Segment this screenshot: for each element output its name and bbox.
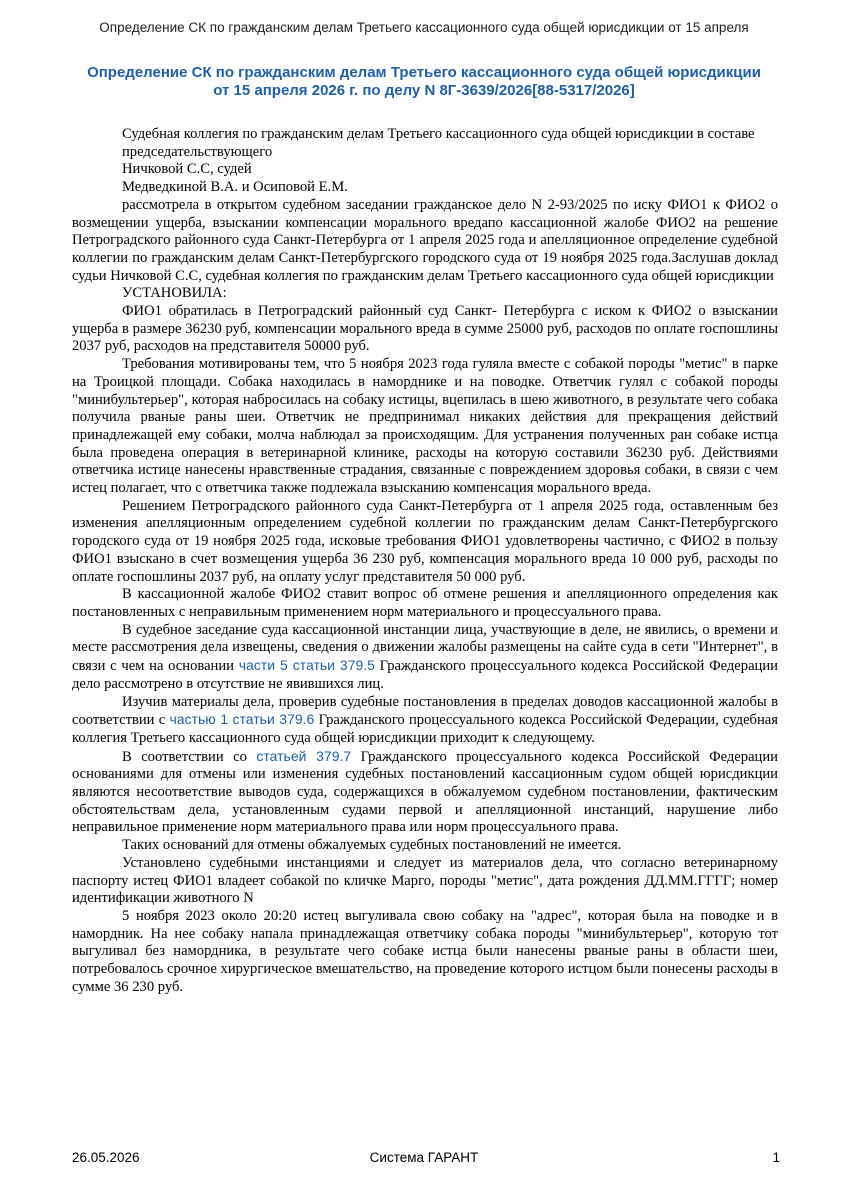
paragraph-hearing-absence [72,622,778,694]
paragraph-established-facts: Установлено судебными инстанциями и следует из материалов дела, что согласно ветеринарному паспорту истец ФИО1 владеет собакой по кличке Марго, породы "метис", дата рождения ДД.ММ.ГГГГ; номер идентификации животного N [72,854,778,907]
law-link-part-5-article-379-5[interactable]: части 5 статьи 379.5 [238,657,375,674]
paragraph-review-scope-text-b: Гражданского процессуального кодекса Российской Федерации, судебная коллегия Третьего кассационного суда общей юрисдикции приходит к следующему. [72,712,778,746]
paragraph-established-heading: УСТАНОВИЛА: [122,285,227,302]
paragraph-grounds-text-b: Гражданского процессуального кодекса Российской Федерации основаниями для отмены или изменения судебных постановлений кассационным судом общей юрисдикции являются несоответствие выводов суда, содержащихся в обжалуемом судебном постановлении, фактическим обстоятельствам дела, установленным судами первой и апелляционной инстанций, нарушение либо неправильное применение норм материального права или норм процессуального права. [72,748,778,836]
footer-date: 26.05.2026 [72,1150,140,1165]
paragraph-grounds-for-reversal [72,748,778,838]
document-body [72,126,778,996]
paragraph-grounds-text-a: В соответствии со [122,748,257,765]
paragraph-claim-grounds: Требования мотивированы тем, что 5 ноября 2023 года гуляла вместе с собакой породы "метис" в парке на Троицкой площади. Собака находилась в наморднике и на поводке. Ответчик гулял с собакой породы "минибультерьер", которая набросилась на собаку истицы, вцепилась в шею животного, в результате чего собака получила рваные раны шеи. Ответчик не предпринимал никаких действия для прекращения действий принадлежащей ему собаки, молча наблюдал за происходящим. Для устранения полученных ран собаке истца была проведена операция в ветеринарной клинике, расходы на которую составили 36230 руб. Действиями ответчика истице нанесены нравственные страдания, связанные с повреждением здоровья собаки, в связи с чем истец полагает, что с ответчика также подлежала взысканию компенсация морального вреда. [72,356,778,497]
paragraph-cassation-appeal: В кассационной жалобе ФИО2 ставит вопрос об отмене решения и апелляционного определения как постановленных с неправильным применением норм материального и процессуального права. [72,586,778,620]
paragraph-judges: Медведкиной В.А. и Осиповой Е.М. [122,179,348,196]
paragraph-review-scope [72,694,778,748]
paragraph-hearing-absence-text-a: В судебное заседание суда кассационной инстанции лица, участвующие в деле, не явились, о времени и месте рассмотрения дела извещены, сведения о движении жалобы размещены на сайте суда в сети "Интернет", в связи с чем на основании [72,621,778,675]
paragraph-review-scope-text-a: Изучив материалы дела, проверив судебные постановления в пределах доводов кассационной жалобы в соответствии с [72,693,778,729]
running-header: Определение СК по гражданским делам Третьего кассационного суда общей юрисдикции от 15 апреля [99,20,749,35]
paragraph-presiding: председательствующего [122,143,273,160]
footer-page-number: 1 [772,1150,780,1165]
document-title-line-1: Определение СК по гражданским делам Третьего кассационного суда общей юрисдикции [87,64,761,81]
paragraph-hearing-absence-text-b: Гражданского процессуального кодекса Российской Федерации дело рассмотрено в отсутствие не явившихся лиц. [72,658,778,692]
paragraph-first-instance-decision: Решением Петроградского районного суда Санкт-Петербурга от 1 апреля 2025 года, оставленным без изменения апелляционным определением судебной коллегии по гражданским делам Санкт-Петербургского городского суда от 19 ноября 2025 года, исковые требования ФИО1 удовлетворены частично, с ФИО2 в пользу ФИО1 взыскано в счет возмещения ущерба 36 230 руб, компенсация морального вреда 10 000 руб, расходы по оплате госпошлины 2037 руб, на оплату услуг представителя 50 000 руб. [72,497,778,585]
paragraph-case-considered: рассмотрела в открытом судебном заседании гражданское дело N 2-93/2025 по иску ФИО1 к ФИО2 о возмещении ущерба, взыскании компенсации морального вредапо кассационной жалобе ФИО2 на решение Петроградского районного суда Санкт-Петербурга от 1 апреля 2025 года и апелляционное определение судебной коллегии по гражданским делам Санкт-Петербургского городского суда от 19 ноября 2025 года.Заслушав доклад судьи Ничковой С.С, судебная коллегия по гражданским делам Третьего кассационного суда общей юрисдикции [72,196,778,284]
law-link-part-1-article-379-6[interactable]: частью 1 статьи 379.6 [169,711,315,728]
document-title [60,64,788,100]
paragraph-court-composition: Судебная коллегия по гражданским делам Третьего кассационного суда общей юрисдикции в составе [122,126,755,142]
paragraph-claim: ФИО1 обратилась в Петроградский районный суд Санкт- Петербурга с иском к ФИО2 о взыскании ущерба в размере 36230 руб, компенсации морального вреда в сумме 25000 руб, расходов по оплате госпошлины 2037 руб, расходов на представителя 50000 руб. [72,303,778,355]
document-title-line-2: от 15 апреля 2026 г. по делу N 8Г-3639/2026[88-5317/2026] [213,82,635,99]
paragraph-judge-presiding: Ничковой С.С, судей [122,161,252,178]
paragraph-incident: 5 ноября 2023 около 20:20 истец выгуливала свою собаку на "адрес", которая была на поводке и в намордник. На нее собаку напала принадлежащая ответчику собака породы "минибультерьер", которую тот выгуливал без намордника, в результате чего собаке истца были нанесены рваные раны в области шеи, потребовалось срочное хирургическое вмешательство, на проведение которого истцом были понесены расходы в сумме 36 230 руб. [72,907,778,995]
footer-system-name: Система ГАРАНТ [369,1150,479,1165]
law-link-article-379-7[interactable]: статьей 379.7 [256,747,352,764]
paragraph-no-grounds: Таких оснований для отмены обжалуемых судебных постановлений не имеется. [122,837,622,854]
